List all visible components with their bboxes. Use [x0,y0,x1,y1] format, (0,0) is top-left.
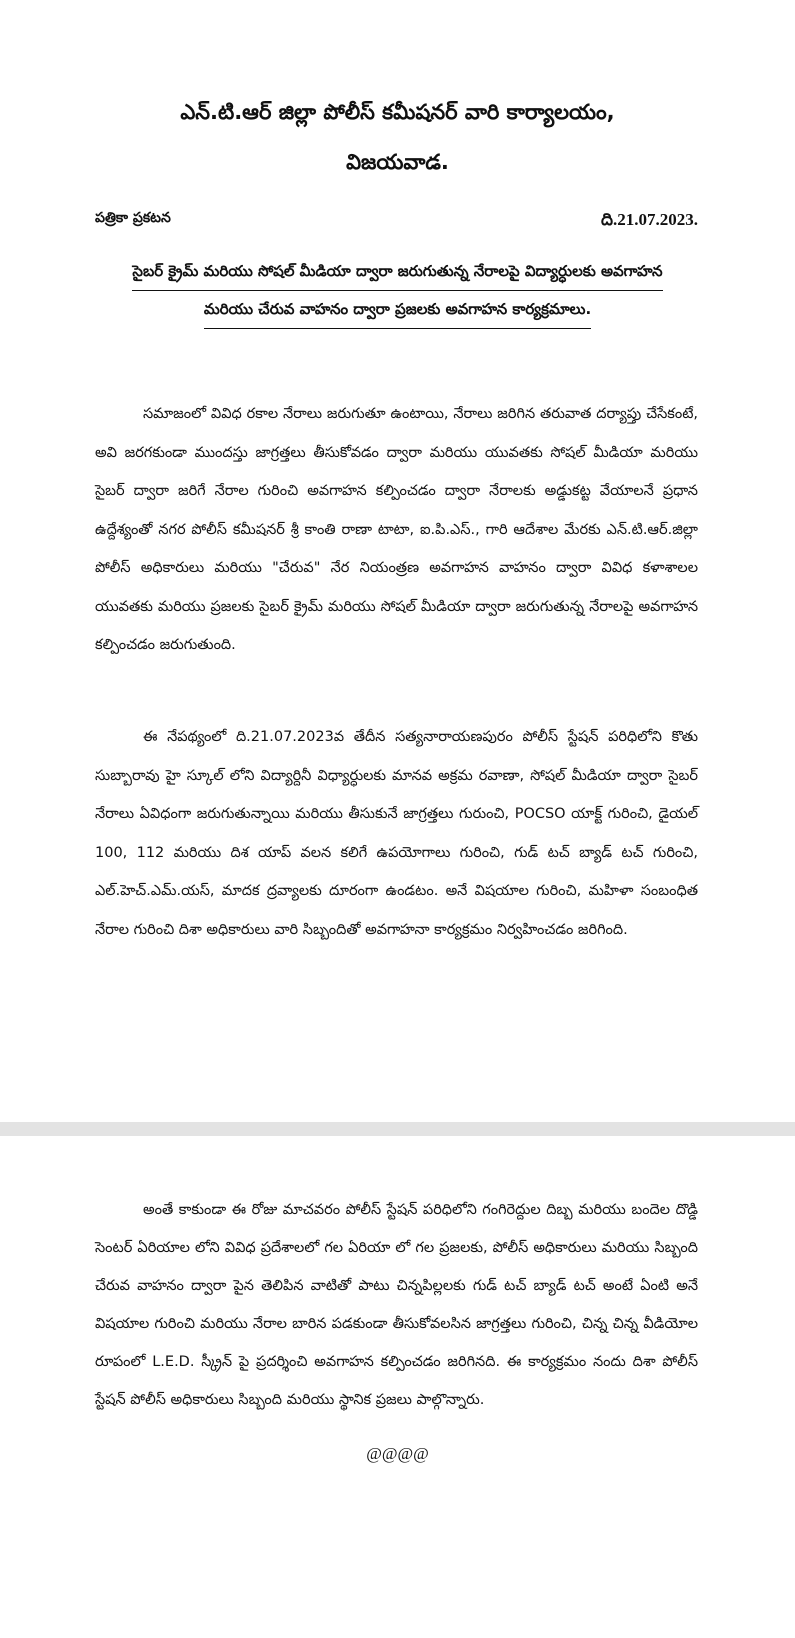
release-date: ది.21.07.2023. [600,210,698,229]
office-title: ఎన్.టి.ఆర్ జిల్లా పోలీస్ కమీషనర్ వారి కార్యాలయం, [180,100,615,124]
office-city: విజయవాడ. [346,150,449,174]
body-paragraph-3: అంతే కాకుండా ఈ రోజు మాచవరం పోలీస్ స్టేషన్ పరిధిలోని గంగిరెద్దుల దిబ్బ మరియు బందెల దొడ్డి సెంటర్ ఏరియాల లోని వివిధ ప్రదేశాలలో గల ఏరియా లో గల ప్రజలకు, పోలీస్ అధికారులు మరియు సిబ్బంది చేరువ వాహనం ద్వారా పైన తెలిపిన వాటితో పాటు చిన్నపిల్లలకు గుడ్ టచ్ బ్యాడ్ టచ్ అంటే ఏంటి అనే విషయాల గురించి మరియు నేరాల బారిన పడకుండా తీసుకోవలసిన జాగ్రత్తలు గురించి, చిన్న చిన్న వీడియోల రూపంలో L.E.D. స్క్రీన్ పై ప్రదర్శించి అవగాహన కల్పించడం జరిగినది. ఈ కార్యక్రమం నందు దిశా పోలీస్ స్టేషన్ పోలీస్ అధికారులు సిబ్బంది మరియు స్థానిక ప్రజలు పాల్గొన్నారు. [95,1202,698,1408]
subject-line-1 [0,262,795,291]
body-paragraph-1: సమాజంలో వివిధ రకాల నేరాలు జరుగుతూ ఉంటాయి, నేరాలు జరిగిన తరువాత దర్యాప్తు చేసేకంటే, అవి జరగకుండా ముందస్తు జాగ్రత్తలు తీసుకోవడం ద్వారా మరియు యువతకు సోషల్ మీడియా మరియు సైబర్ ద్వారా జరిగే నేరాల గురించి అవగాహన కల్పించడం ద్వారా నేరాలకు అడ్డుకట్ట వేయాలనే ప్రధాన ఉద్దేశ్యంతో నగర పోలీస్ కమీషనర్ శ్రీ కాంతి రాణా టాటా, ఐ.పి.ఎస్., గారి ఆదేశాల మేరకు ఎన్.టి.ఆర్.జిల్లా పోలీస్ అధికారులు మరియు "చేరువ" నేర నియంత్రణ అవగాహన వాహనం ద్వారా వివిధ కళాశాలల యువతకు మరియు ప్రజలకు సైబర్ క్రైమ్ మరియు సోషల్ మీడియా ద్వారా జరుగుతున్న నేరాలపై అవగాహన కల్పించడం జరుగుతుంది. [95,406,698,653]
subject-line-2 [0,300,795,329]
closing-mark: @@@@ [366,1444,429,1463]
press-release-label: పత్రికా ప్రకటన [95,210,171,226]
document-page-2 [0,1136,795,1638]
body-paragraph-2: ఈ నేపథ్యంలో ది.21.07.2023వ తేదీన సత్యనారాయణపురం పోలీస్ స్టేషన్ పరిధిలోని కొతు సుబ్బారావు హై స్కూల్ లోని విద్యార్దినీ విధ్యార్ధులకు మానవ అక్రమ రవాణా, సోషల్ మీడియా ద్వారా సైబర్ నేరాలు ఏవిధంగా జరుగుతున్నాయి మరియు తీసుకునే జాగ్రత్తలు గురుంచి, POCSO యాక్ట్ గురించి, డైయల్ 100, 112 మరియు దిశ యాప్ వలన కలిగే ఉపయోగాలు గురించి, గుడ్ టచ్ బ్యాడ్ టచ్ గురించి, ఎల్.హెచ్.ఎమ్.యస్, మాదక ద్రవ్యాలకు దూరంగా ఉండటం. అనే విషయాల గురించి, మహిళా సంబంధిత నేరాల గురించి దిశా అధికారులు వారి సిబ్బందితో అవగాహనా కార్యక్రమం నిర్వహించడం జరిగింది. [95,729,698,938]
subject-line-1-text: సైబర్ క్రైమ్ మరియు సోషల్ మీడియా ద్వారా జరుగుతున్న నేరాలపై విద్యార్ధులకు అవగాహన [132,262,662,291]
subject-line-2-text: మరియు చేరువ వాహనం ద్వారా ప్రజలకు అవగాహన కార్యక్రమాలు. [204,300,591,329]
